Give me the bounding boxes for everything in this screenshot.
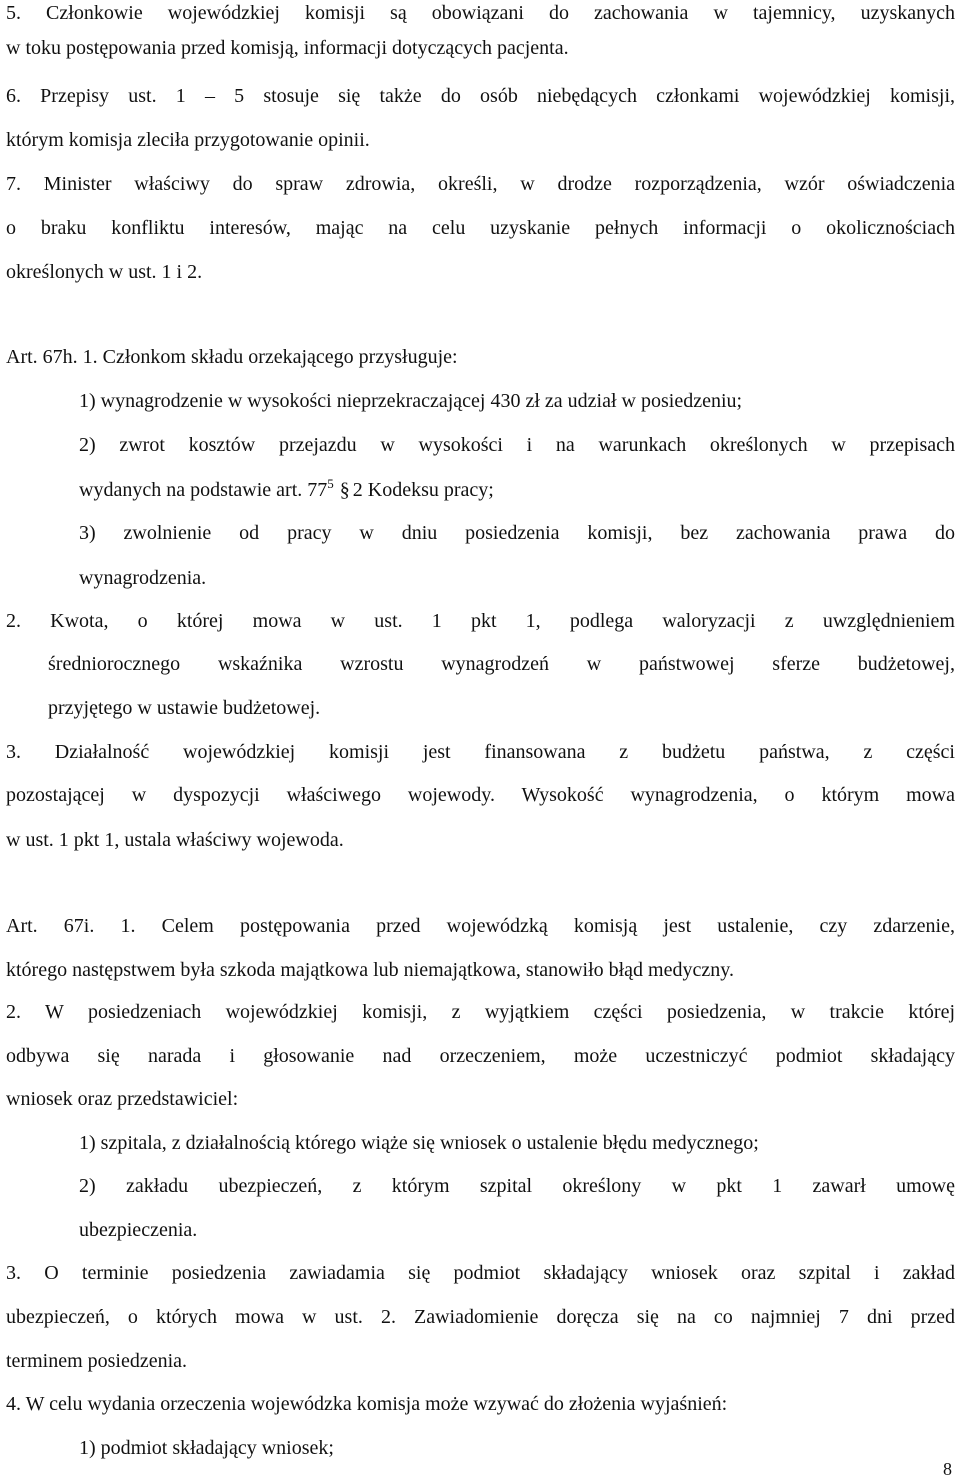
text-line: 1) podmiot składający wniosek; (79, 1437, 334, 1459)
text-line: 3. Działalność wojewódzkiej komisji jest finansowana z budżetu państwa, z części (6, 741, 955, 763)
text-line: 6. Przepisy ust. 1 – 5 stosuje się także do osób niebędących członkami wojewódzkiej komisji, (6, 85, 955, 107)
article-heading: Art. 67i. 1. Celem postępowania przed wojewódzką komisją jest ustalenie, czy zdarzenie, (6, 915, 955, 937)
text-line: 5. Członkowie wojewódzkiej komisji są obowiązani do zachowania w tajemnicy, uzyskanych (6, 2, 955, 24)
text-line: 4. W celu wydania orzeczenia wojewódzka komisja może wzywać do złożenia wyjaśnień: (6, 1393, 728, 1415)
text-line: 1) wynagrodzenie w wysokości nieprzekraczającej 430 zł za udział w posiedzeniu; (79, 390, 743, 412)
text-line: w ust. 1 pkt 1, ustala właściwy wojewoda. (6, 829, 344, 851)
text-line: terminem posiedzenia. (6, 1350, 188, 1372)
text-line: pozostającej w dyspozycji właściwego wojewody. Wysokość wynagrodzenia, o którym mowa (6, 784, 955, 806)
text-line: o braku konfliktu interesów, mając na celu uzyskanie pełnych informacji o okolicznościach (6, 217, 955, 239)
text-line: którego następstwem była szkoda majątkowa lub niemajątkowa, stanowiło błąd medyczny. (6, 959, 734, 981)
text-line: wniosek oraz przedstawiciel: (6, 1088, 239, 1110)
text-line-with-superscript (79, 478, 955, 502)
text-line: wynagrodzenia. (79, 567, 207, 589)
text-line: 2. Kwota, o której mowa w ust. 1 pkt 1, podlega waloryzacji z uwzględnieniem (6, 610, 955, 632)
text-line: ubezpieczenia. (79, 1219, 198, 1241)
text-line: 2) zwrot kosztów przejazdu w wysokości i na warunkach określonych w przepisach (79, 434, 955, 456)
text-fragment: wydanych na podstawie art. 77 (79, 479, 328, 501)
text-line: 3. O terminie posiedzenia zawiadamia się podmiot składający wniosek oraz szpital i zakład (6, 1262, 955, 1284)
text-line: 2) zakładu ubezpieczeń, z którym szpital określony w pkt 1 zawarł umowę (79, 1175, 955, 1197)
text-line: w toku postępowania przed komisją, informacji dotyczących pacjenta. (6, 37, 569, 59)
article-heading: Art. 67h. 1. Członkom składu orzekającego przysługuje: (6, 346, 458, 368)
text-line: 7. Minister właściwy do spraw zdrowia, określi, w drodze rozporządzenia, wzór oświadczenia (6, 173, 955, 195)
text-fragment: 2 Kodeksu pracy; (352, 479, 494, 501)
text-line: średniorocznego wskaźnika wzrostu wynagrodzeń w państwowej sferze budżetowej, (48, 653, 955, 675)
superscript: 5 (327, 476, 334, 491)
section-sign: § (339, 479, 350, 501)
text-line: odbywa się narada i głosowanie nad orzeczeniem, może uczestniczyć podmiot składający (6, 1045, 955, 1067)
page-number: 8 (943, 1459, 952, 1479)
text-line: którym komisja zleciła przygotowanie opinii. (6, 129, 370, 151)
text-line: przyjętego w ustawie budżetowej. (48, 697, 321, 719)
text-line: 3) zwolnienie od pracy w dniu posiedzenia komisji, bez zachowania prawa do (79, 522, 955, 544)
text-line: określonych w ust. 1 i 2. (6, 261, 203, 283)
text-line: 1) szpitala, z działalnością którego wiąże się wniosek o ustalenie błędu medycznego; (79, 1132, 759, 1154)
text-line: ubezpieczeń, o których mowa w ust. 2. Zawiadomienie doręcza się na co najmniej 7 dni przed (6, 1306, 955, 1328)
text-line: 2. W posiedzeniach wojewódzkiej komisji, z wyjątkiem części posiedzenia, w trakcie której (6, 1001, 955, 1023)
